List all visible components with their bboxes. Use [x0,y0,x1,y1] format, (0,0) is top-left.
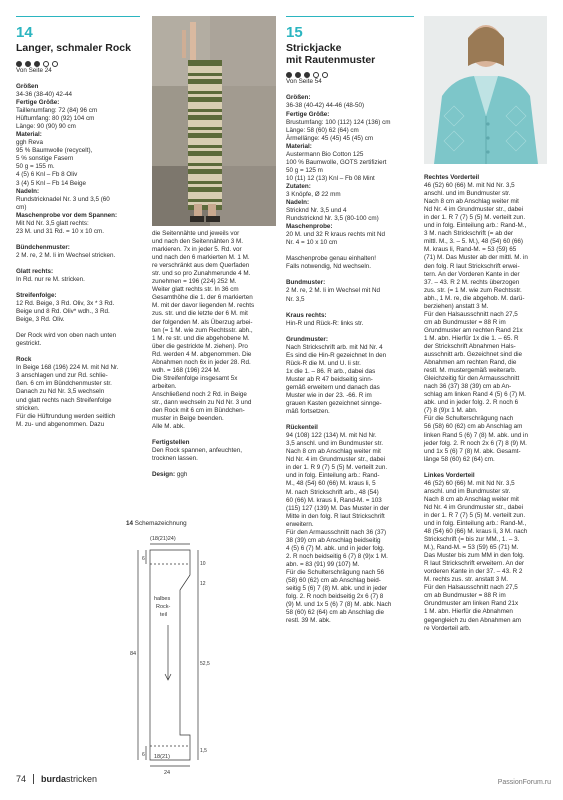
schema-title: Schemazeichnung [134,520,187,527]
cardigan-photo [424,16,547,164]
text-line: M., 48 (54) 60 (66) M. kraus li, 5 [286,480,376,488]
magazine-logo [41,774,97,784]
skirt-photo [152,16,276,226]
text-line: 4 (5) 6 Knl – Fb 8 Oliv [16,171,78,179]
text-line: Länge: 90 (90) 90 cm [16,123,76,131]
text-line: mittl. M., 3. – 5. M.), 48 (54) 60 (66) [424,238,524,246]
pattern-title: Langer, schmaler Rock [16,42,131,55]
text-line: 3 anschlagen und zur Rd. schlie- [16,372,108,380]
text-line: Gleichzeitig für den Armausschnitt [424,375,520,383]
pattern-15-column-continued [424,174,550,633]
pattern-number: 14 [16,24,33,42]
text-line: zunehmen = 196 (224) 252 M. [152,278,237,286]
text-line: Nach 8 cm ab Anschlag weiter mit [424,198,519,206]
text-line: arbeiten. [152,382,177,390]
skirt-stripe [188,174,222,181]
schema-left-6-bottom: 6 [142,752,145,758]
text-line: 58 (60) 62 (64) cm ab Anschlag die [286,609,385,617]
text-line: In Rd. nur re M. stricken. [16,275,85,283]
section-heading: Maschenprobe vor dem Spannen: [16,211,118,219]
text-line: abn. = 83 (91) 99 (107) M. [286,560,360,568]
text-line: re Vorderteil arb. [424,624,471,632]
skirt-stripe [188,169,222,174]
text-line: Für die Schulterschrägung nach [424,415,514,423]
text-line: M. mit der davor liegenden M. rechts [152,302,255,310]
text-line: Mitte in den folg. R laut Strickschrift [286,512,385,520]
text-line: Austermann Bio Cotton 125 [286,150,364,158]
skirt-stripe [188,84,222,91]
text-line: 3 (4) 5 Knl – Fb 14 Beige [16,179,87,187]
text-line: restl. 39 M. abk. [286,617,331,625]
skirt-stripe [188,145,222,148]
text-line: Den Rock spannen, anfeuchten, [152,447,242,455]
text-line: Für die Hüftrundung werden seitlich [16,412,116,420]
schema-number: 14 [126,520,134,527]
schema-left-84: 84 [130,651,137,657]
text-line: und in folg. Einteilung arb.: Rand- [286,472,380,480]
text-line: 1 M. abn. Hierfür 1x die 1. – 65. R [424,334,519,342]
pattern-14-column [16,16,140,429]
section-heading: Glatt rechts: [16,267,54,275]
text-line: Nd Nr. 4 im Grundmuster str., dabei [424,206,524,214]
cardigan-illustration [424,16,547,164]
text-line: Länge: 58 (60) 62 (64) cm [286,126,359,134]
text-line: 2. R noch beidseitig 6 (7) 8 (9)x 1 M. [286,552,388,560]
section-heading: Zutaten: [286,182,311,190]
text-line: und glatt rechts nach Streifenfolge [16,396,112,404]
text-line: 10 (11) 12 (13) Knl – Fb 08 Mint [286,174,375,182]
text-line: jeder folg. 2. R noch 2x 6 (7) 8 (9) M. [424,439,527,447]
schema-side-label-1: halbes [154,596,171,602]
text-line: Weiter glatt rechts str. In 36 cm [152,286,239,294]
text-line: Beige, 3 Rd. Oliv. [16,316,65,324]
difficulty-dot-empty [43,61,49,67]
text-line: Alle M. abk. [152,423,185,431]
text-line: 50 g = 155 m. [16,163,55,171]
text-line: Gesamthöhe die 1. der 6 markierten [152,294,253,302]
section-heading: Grundmuster: [286,335,328,343]
text-line: Danach zu Nd Nr. 3,5 wechseln [16,388,105,396]
text-line: trocknen lassen. [152,455,198,463]
skirt-stripe [188,73,222,76]
text-line: 94 (108) 122 (134) M. mit Nd Nr. [286,432,377,440]
text-line: cm) [16,203,27,211]
schema-top-label: (18(21)24) [150,536,176,542]
text-line: den folg. R laut Strickschrift erwei- [424,262,520,270]
text-line: (9) M. und 1x 5 (6) 7 (8) M. abk. Nach [286,601,392,609]
skirt-stripe [188,163,222,166]
section-heading: Größen [16,82,39,90]
skirt-stripe [188,199,222,202]
pattern-title-line-2: mit Rautenmuster [286,53,376,66]
text-line: ten (= 1 M. wie zum Rechtsstr. abh., [152,326,253,334]
text-line: linken Rand 5 (6) 7 (8) M. abk. und in [424,431,528,439]
text-line: 3 M. nach Strickschrift (= ab der [424,230,514,238]
skirt-stripe [188,97,222,102]
section-heading: Bündchenmuster: [16,243,70,251]
text-line: 3 Knöpfe, Ø 22 mm [286,191,341,198]
text-line: Rd. werden 4 M. abgenommen. Die [152,350,252,358]
text-line: 38 (39) cm ab Anschlag beidseitig [286,536,381,544]
section-heading: Bundmuster: [286,279,326,287]
page-reference: Von Seite 24 [16,66,52,74]
text-line: tern. An der Vorderen Kante in der [424,270,520,278]
schema-drawing [110,520,280,776]
text-line: Für den Halsausschnitt nach 27,5 [424,584,518,592]
text-line: Mit Nd Nr. 3,5 glatt rechts: [16,219,89,227]
text-line: 48 (54) 60 (66) M. kraus li, 3 M. nach [424,528,528,536]
text-line: 2 M. re, 2 M. li im Wechsel mit Nd [286,287,381,295]
text-line: erweitern. [286,520,314,528]
section-heading: Rückenteil [286,424,318,432]
text-line: abk. und in jeder folg. 2. R noch 6 [424,399,519,407]
text-line: Taillenumfang: 72 (84) 96 cm [16,107,98,115]
skirt-stripe [188,91,222,94]
design-value: ggh [176,471,188,479]
skirt-stripe [188,192,222,199]
text-line: M. rechts zus. str. anstatt 3 M. [424,576,508,584]
text-line: (71) M. Das Muster ab der mittl. M. in [424,254,528,262]
section-heading: Material: [16,131,42,139]
accent-rule [16,16,140,17]
schema-bottom-label-2: 24 [164,770,171,776]
text-line: länge 58 (60) 62 (64) cm. [424,455,495,463]
difficulty-dot-filled [16,61,22,67]
text-line: Es sind die Hin-R gezeichnet In den [286,351,387,359]
text-line: folg. 2. R noch beidseitig 2x 6 (7) 8 [286,593,384,601]
text-line: Grundmuster am rechten Rand 21x [424,326,523,334]
schema-right-10: 10 [200,561,206,567]
schema-svg [110,530,280,776]
text-line: Abnahmen noch 6x in jeder 28. Rd. [152,358,251,366]
text-line: 1 M. re str. und die abgehobene M. [152,334,250,342]
schema-right-12: 12 [200,581,206,587]
text-line: Stricknd Nr. 3,5 und 4 [286,207,347,215]
text-line: Hin-R und Rück-R: links str. [286,319,364,327]
text-line: 46 (52) 60 (66) M. mit Nd Nr. 3,5 [424,479,515,487]
text-line: Strickschrift (= bis zur MM., 1. – 3. [424,536,520,544]
text-line: cm ab Bundmuster = 88 R im [424,318,506,326]
schema-right-15: 1,5 [200,748,207,754]
text-line: 37. – 43. R 2 M. rechts überzogen [424,278,520,286]
text-line: den Rock mit 6 cm im Bündchen- [152,407,245,415]
section-heading: Nadeln: [286,199,310,207]
text-line: re verschränkt aus dem Querfaden [152,262,250,270]
page-reference: Von Seite 54 [286,78,322,86]
text-line: (58) 60 (62) cm ab Anschlag beid- [286,577,381,585]
skirt-illustration [152,16,276,226]
text-line: und nach den Seitennähten 3 M. [152,238,244,246]
skirt-stripe [188,76,222,79]
text-line: Beige und 8 Rd. Oliv* wdh., 3 Rd. [16,308,110,316]
skirt-stripe [188,79,222,84]
section-heading: Linkes Vorderteil [424,471,475,479]
text-line: schlag am linken Rand 4 (5) 6 (7) M. [424,391,526,399]
section-heading: Fertigstellen [152,439,190,447]
skirt-stripe [188,130,222,133]
skirt-stripe [188,187,222,192]
text-line: berziehen) anstatt 3 M. [424,302,489,310]
schema-side-label-3: teil [160,612,168,618]
text-line: Das Muster bis zum MM in den folg. [424,552,525,560]
pattern-number: 15 [286,24,303,42]
text-line: Nr. 3,5 [286,295,305,303]
text-line: gegengleich zu den Abnahmen am [424,616,521,624]
section-heading: Größen: [286,94,311,102]
text-line: Brustumfang: 100 (112) 124 (136) cm [286,118,391,126]
text-line: der folgenden M. als Überzug arbei- [152,318,253,326]
skirt-stripe [188,138,222,145]
difficulty-dot-filled [25,61,31,67]
footer-divider [33,774,34,784]
section-heading: Rock [16,356,32,364]
design-label: Design: [152,471,176,479]
text-line: M.), Rand-M. = 53 (59) 65 (71) M. [424,544,519,552]
text-line: wdh. = 168 (196) 224 M. [152,366,221,374]
logo-light: stricken [66,774,98,784]
schema-side-label-2: Rock- [156,604,171,610]
text-line: Nach 8 cm ab Anschlag weiter mit [424,495,519,503]
section-heading: Streifenfolge: [16,292,57,300]
skirt-stripe [188,66,222,73]
text-line: die Seitennähte und jeweils vor [152,230,240,237]
skirt-stripe [188,202,222,205]
logo-bold: burda [41,774,67,784]
text-line: Für den Armausschnitt nach 36 (37) [286,528,387,536]
text-line: (7) 8 (9)x 1 M. abn. [424,407,478,415]
skirt-stripe [188,148,222,151]
text-line: vorderen Kante in der 37. – 43. R 2 [424,568,523,576]
page-number: 74 [16,774,27,784]
text-line: 1x die 1. – 86. R arb., dabei das [286,367,376,375]
text-line: anschl. und im Bundmuster str. [424,190,511,198]
skirt-stripe [188,112,222,115]
text-line: Rück-R die M. und U. li str. [286,359,361,367]
text-line: Abnahmen am rechten Rand, die [424,359,517,367]
text-line: Hüftumfang: 80 (92) 104 cm [16,115,95,123]
text-line: seitig 5 (6) 7 (8) M. abk. und in jeder [286,585,388,593]
text-line: anschl. und im Bundmuster str. [424,487,511,495]
text-line: zus. str. und die letzte der 6 M. mit [152,310,248,318]
section-heading: Maschenprobe: [286,223,333,231]
text-line: Muster wie in der 23. -66. R im [286,391,372,399]
text-line: in der 1. R 9 (7) 5 (5) M. verteilt zun. [286,464,388,472]
text-line: markieren. 7x in jeder 5. Rd. vor [152,246,242,254]
schema-right-525: 52,5 [200,661,210,667]
skirt-stripe [188,205,222,210]
text-line: Nd Nr. 4 im Grundmuster str., dabei [286,456,386,464]
text-line: gestrickt. [16,340,42,348]
text-line: zus. str. (= 1 M. wie zum Rechtsstr. [424,286,522,294]
skirt-stripe [188,184,222,187]
text-line: str., dann wechseln zu Nd Nr. 3 und [152,398,252,406]
text-line: 3,5 anschl. und im Bundmuster str. [286,440,383,448]
pattern-14-column-continued [152,230,278,479]
pattern-15-column [286,16,414,625]
text-line: nach 36 (37) 38 (39) cm ab An- [424,383,512,391]
section-heading: Nadeln: [16,187,40,195]
text-line: abh., 1 M. re, die abgehob. M. darü- [424,294,525,302]
text-line: M. nach Strickschrift arb., 48 (54) [286,488,379,496]
text-line: 23 M. und 31 Rd. = 10 x 10 cm. [16,227,105,235]
page-footer [16,774,97,784]
text-line: gemäß erweitern und danach das [286,383,380,391]
text-line: ßen. 6 cm im Bündchenmuster str. [16,380,112,388]
accent-rule [286,16,414,17]
text-line: über die gestrickte M. ziehen). Pro [152,342,248,350]
watermark: PassionForum.ru [497,779,551,786]
text-line: Falls notwendig, Nd wechseln. [286,263,372,271]
text-line: Anschließend noch 2 Rd. in Beige [152,390,247,398]
skirt-stripe [188,109,222,112]
text-line: restl. M. mustergemäß weiterarb. [424,367,517,375]
section-heading: Material: [286,142,312,150]
text-line: muster in Beige beenden. [152,415,224,423]
schema-bottom-label-1: 18(21) [154,754,170,760]
text-line: Maschenprobe genau einhalten! [286,255,376,263]
text-line: Nach 8 cm ab Anschlag weiter mit [286,448,381,456]
text-line: In Beige 168 (196) 224 M. mit Nd Nr. [16,364,119,372]
text-line: in der 1. R 7 (7) 5 (5) M. verteilt zun. [424,214,526,222]
text-line: stricken. [16,404,40,412]
difficulty-dot-filled [34,61,40,67]
skirt-stripe [188,127,222,130]
section-heading: Fertige Größe: [286,110,330,118]
text-line: in der 1. R 7 (7) 5 (5) M. verteilt zun. [424,511,526,519]
pattern-title-line-1: Strickjacke [286,42,342,55]
text-line: 12 Rd. Beige, 3 Rd. Oliv, 3x * 3 Rd. [16,300,115,308]
sizes-text: 36-38 (40-42) 44-46 (48-50) [286,102,365,110]
text-line: Rundstricknd Nr. 3,5 (80-100 cm) [286,215,379,223]
sizes-text: 34-36 (38-40) 42-44 [16,90,73,98]
text-line: cm ab Bundmuster = 88 R im [424,592,506,600]
text-line: Für die Schulterschrägung nach 56 [286,568,385,576]
text-line: Muster ab R 47 beidseitig sinn- [286,375,373,383]
difficulty-dot-empty [52,61,58,67]
text-line: Der Rock wird von oben nach unten [16,332,117,340]
skirt-stripe [188,133,222,138]
text-line: 1 M. abn. Hierfür die Abnahmen [424,608,513,616]
skirt-stripes [188,66,222,210]
text-line: grauen Kasten gezeichnet sinnge- [286,400,382,408]
section-heading: Kraus rechts: [286,311,327,319]
text-line: Rundstricknadel Nr. 3 und 3,5 (60 [16,195,110,203]
text-line: Nr. 4 = 10 x 10 cm [286,239,338,247]
skirt-stripe [188,166,222,169]
section-heading: Rechtes Vorderteil [424,174,480,181]
text-line: ggh Reva [16,139,43,147]
text-line: und 1x 5 (6) 7 (8) M. abk. Gesamt- [424,447,521,455]
text-line: Die Streifenfolge insgesamt 5x [152,374,238,382]
text-line: mäß fortsetzen. [286,408,330,416]
text-line: 60 (66) M. kraus li, Rand-M. = 103 [286,496,382,504]
text-line: ausschnitt arb. Gezeichnet sind die [424,351,523,359]
text-line: Nach Strickschrift arb. mit Nd Nr. 4 [286,343,383,351]
text-line: Grundmuster am linken Rand 21x [424,600,519,608]
text-line: 4 (5) 6 (7) M. abk. und in jeder folg. [286,544,385,552]
skirt-stripe [188,120,222,127]
text-line: der Strickschrift Abnahmen Hals- [424,342,516,350]
text-line: 46 (52) 60 (66) M. mit Nd Nr. 3,5 [424,182,515,190]
text-line: M. kraus li, Rand-M. = 53 (59) 65 [424,246,517,254]
text-line: str. und so pro Zunahmerunde 4 M. [152,270,251,278]
skirt-outline [150,550,190,760]
text-line: 50 g = 125 m [286,166,323,174]
text-line: (115) 127 (139) M. Das Muster in der [286,504,390,512]
text-line: 5 % sonstige Fasern [16,155,74,163]
text-line: R laut Strickschrift erweitern. An der [424,560,525,568]
skirt-stripe [188,156,222,163]
text-line: und in folg. Einteilung arb.: Rand-M., [424,519,527,527]
text-line: Ärmellänge: 45 (45) 45 (45) cm [286,134,374,142]
skirt-stripe [188,151,222,156]
text-line: 20 M. und 32 R kraus rechts mit Nd [286,231,386,239]
skirt-stripe [188,115,222,120]
skirt-stripe [188,94,222,97]
text-line: 2 M. re, 2 M. li im Wechsel stricken. [16,251,116,259]
skirt-stripe [188,102,222,109]
text-line: und nach den 6 markierten M. 1 M. [152,254,250,262]
section-heading: Fertige Größe: [16,99,60,107]
text-line: Für den Halsausschnitt nach 27,5 [424,310,518,318]
schema-left-6-top: 6 [142,556,145,562]
text-line: 95 % Baumwolle (recycelt), [16,147,93,155]
text-line: und in folg. Einteilung arb.: Rand-M., [424,222,527,230]
skirt-stripe [188,181,222,184]
text-line: Nd Nr. 4 im Grundmuster str., dabei [424,503,524,511]
text-line: 100 % Baumwolle, GOTS zertifiziert [286,158,387,166]
text-line: M. zu- und abgenommen. Dazu [16,420,105,428]
text-line: 56 (58) 60 (62) cm ab Anschlag am [424,423,523,431]
